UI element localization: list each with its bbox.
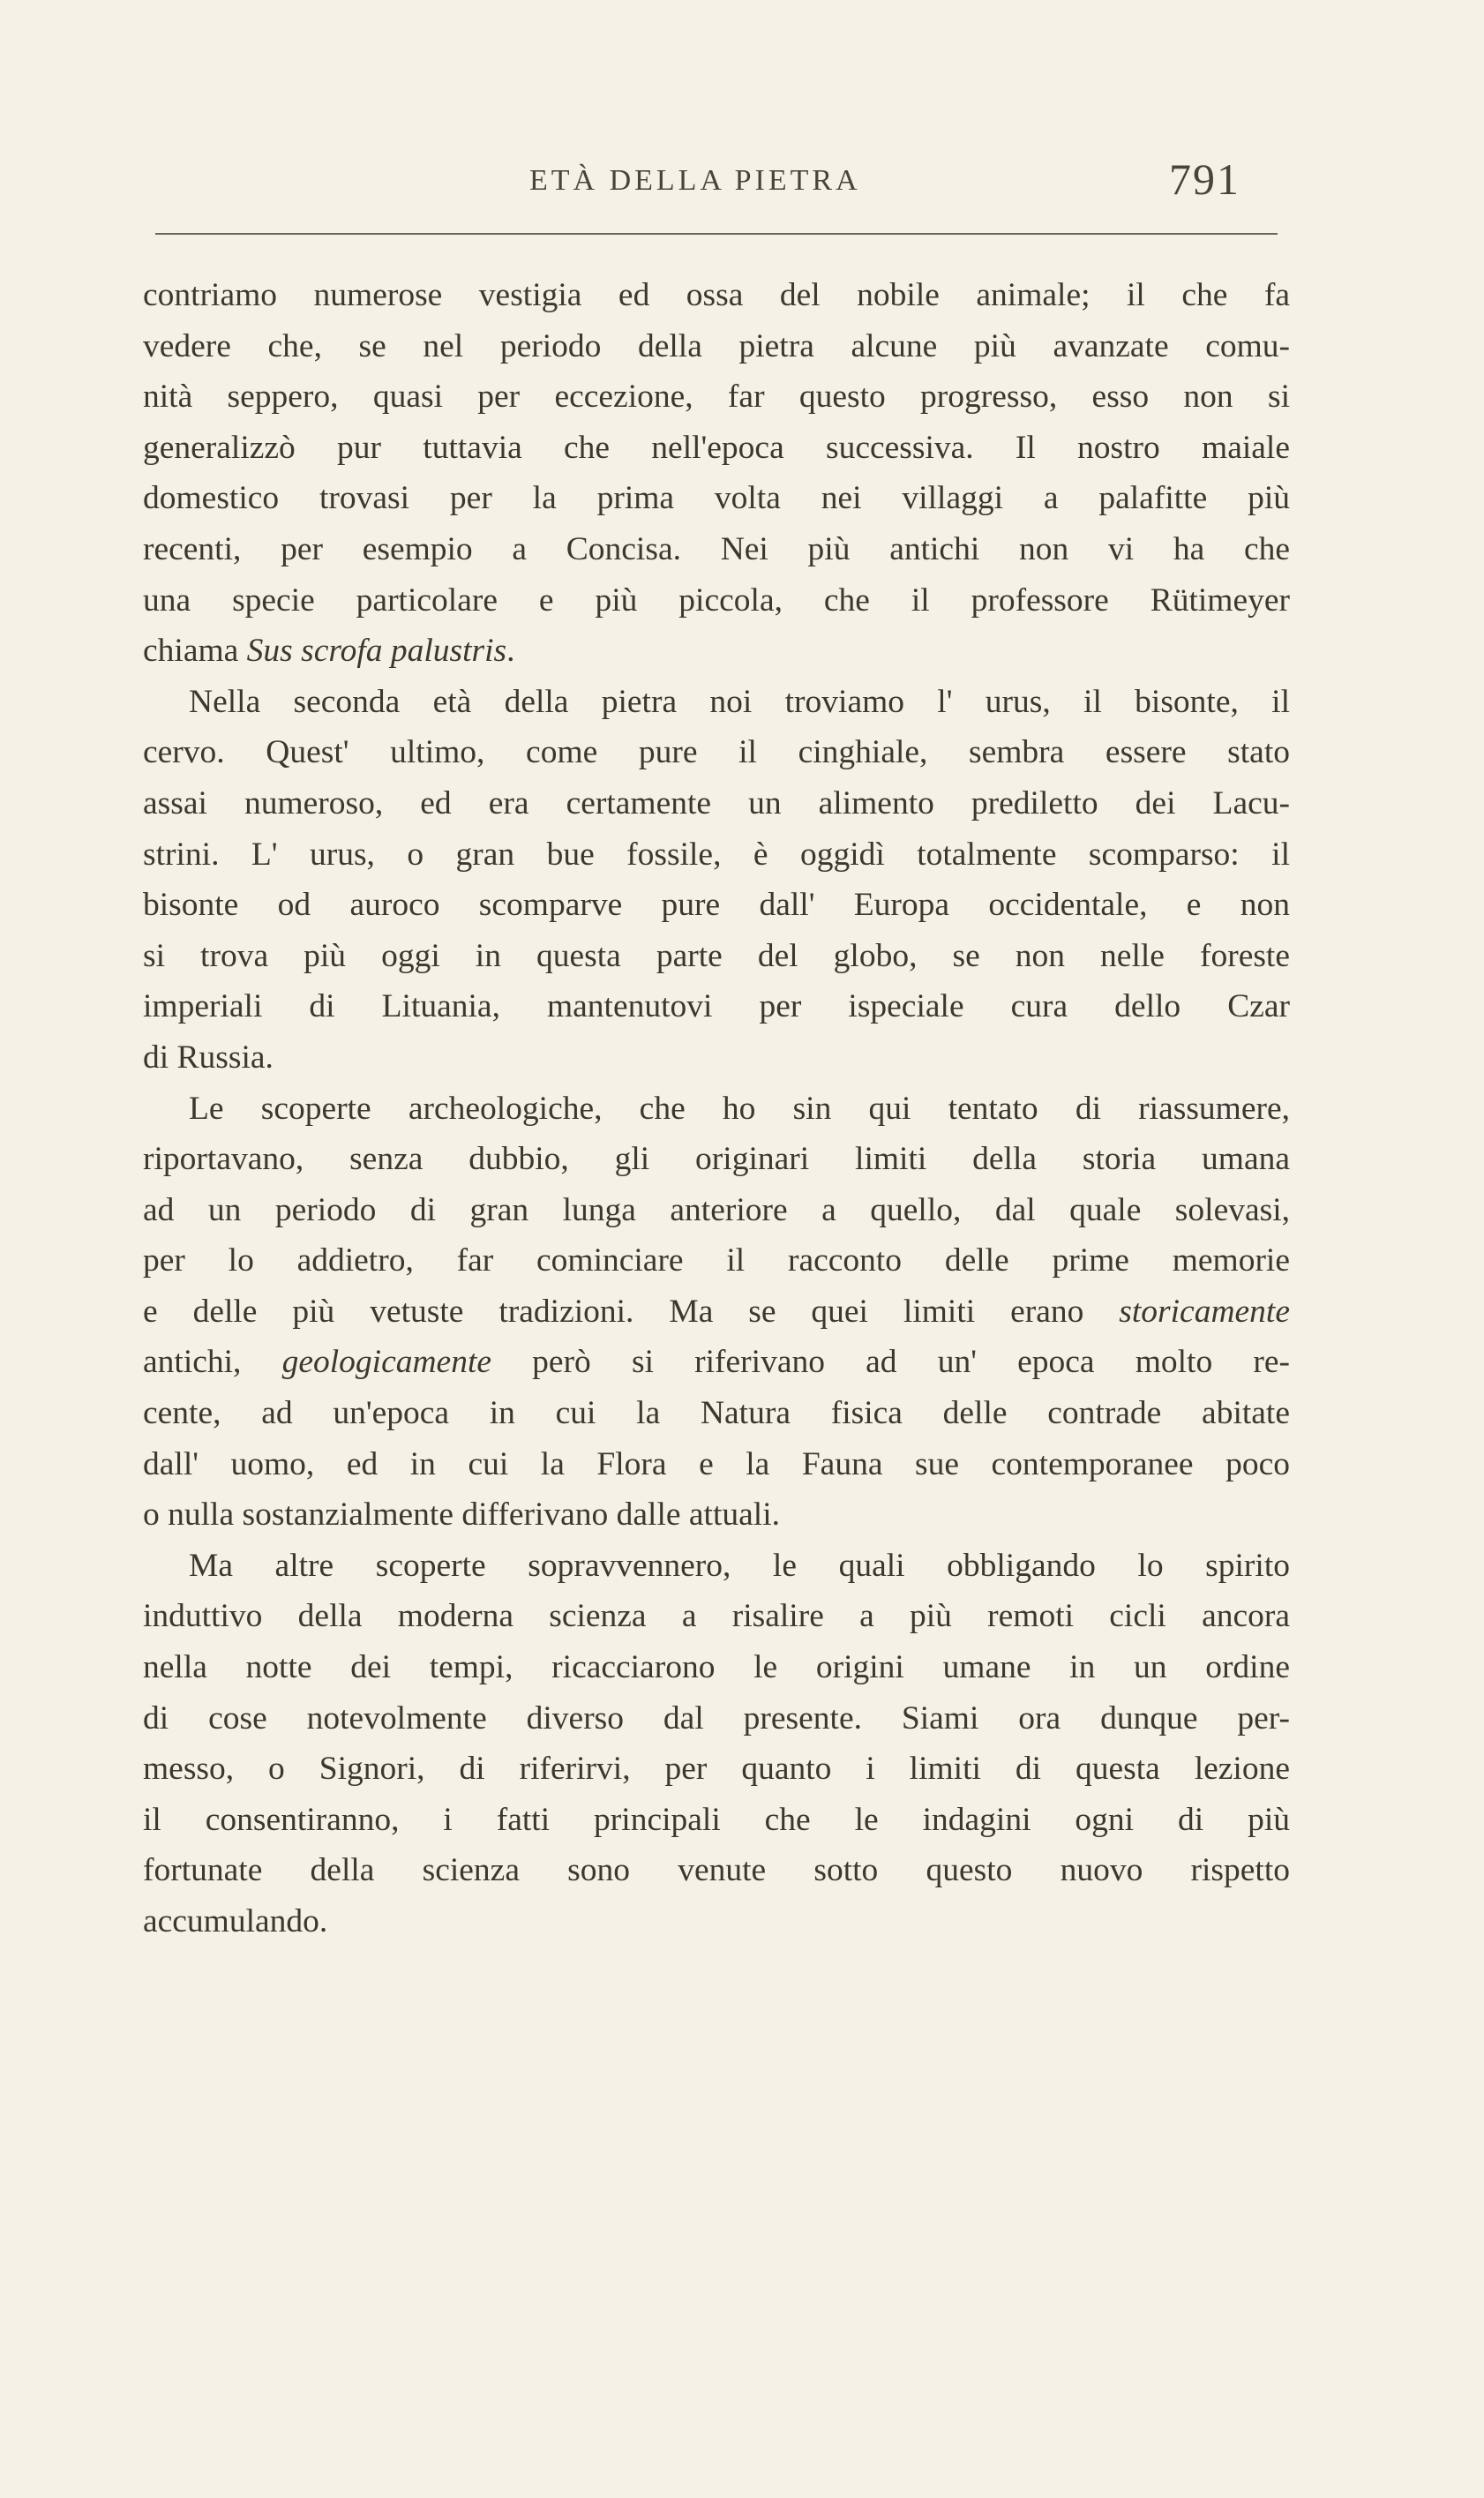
text-line: fortunate della scienza sono venute sotto questo nuovo rispetto [143,1852,1290,1889]
text-run: però si riferivano ad un' epoca molto re- [491,1344,1291,1381]
body-text [143,270,1290,1947]
text-line: vedere che, se nel periodo della pietra alcune più avanzate comu- [143,327,1290,364]
text-run: . [506,633,515,670]
text-line [143,1287,1290,1338]
text-line: accumulando. [143,1903,328,1939]
text-line: domestico trovasi per la prima volta nei villaggi a palafitte più [143,480,1290,517]
species-name: Sus scrofa palustris [246,633,507,670]
italic-word: storicamente [1119,1293,1290,1330]
text-line: generalizzò pur tuttavia che nell'epoca successiva. Il nostro maiale [143,429,1290,466]
text-line: di cose notevolmente diverso dal presente. Siami ora dunque per- [143,1699,1290,1737]
text-line: imperiali di Lituania, mantenutovi per ispeciale cura dello Czar [143,988,1290,1025]
text-line: nella notte dei tempi, ricacciarono le origini umane in un ordine [143,1649,1290,1686]
text-run: chiama [143,633,247,670]
text-line: riportavano, senza dubbio, gli originari limiti della storia umana [143,1141,1290,1178]
text-line: assai numeroso, ed era certamente un alimento prediletto dei Lacu- [143,784,1290,821]
text-line: di Russia. [143,1039,274,1076]
text-line: Nella seconda età della pietra noi troviamo l' urus, il bisonte, il [189,683,1290,720]
text-line: strini. L' urus, o gran bue fossile, è oggidì totalmente scomparso: il [143,836,1290,873]
text-line: contriamo numerose vestigia ed ossa del nobile animale; il che fa [143,277,1290,313]
text-line: Ma altre scoperte sopravvennero, le quali obbligando lo spirito [189,1547,1290,1584]
text-line: il consentiranno, i fatti principali che le indagini ogni di più [143,1801,1290,1838]
text-line: cervo. Quest' ultimo, come pure il cinghiale, sembra essere stato [143,734,1290,771]
text-line: per lo addietro, far cominciare il racconto delle prime memorie [143,1242,1290,1279]
text-line: una specie particolare e più piccola, che il professore Rütimeyer [143,581,1290,619]
text-line: dall' uomo, ed in cui la Flora e la Fauna sue contemporanee poco [143,1445,1290,1482]
text-run: antichi, [143,1344,282,1381]
text-line [143,626,1290,677]
header-rule [155,233,1278,235]
text-run: e delle più vetuste tradizioni. Ma se quei limiti erano [143,1293,1120,1330]
italic-word: geologicamente [281,1344,492,1381]
text-line: Le scoperte archeologiche, che ho sin qui tentato di riassumere, [189,1090,1290,1127]
text-line: induttivo della moderna scienza a risalire a più remoti cicli ancora [143,1598,1290,1635]
page-number: 791 [1169,154,1240,204]
text-line: messo, o Signori, di riferirvi, per quanto i limiti di questa lezione [143,1751,1290,1788]
text-line: si trova più oggi in questa parte del globo, se non nelle foreste [143,937,1290,974]
text-line: cente, ad un'epoca in cui la Natura fisica delle contrade abitate [143,1395,1290,1432]
running-title: ETÀ DELLA PIETRA [529,164,861,197]
text-line: o nulla sostanzialmente differivano dalle attuali. [143,1497,780,1534]
text-line: recenti, per esempio a Concisa. Nei più antichi non vi ha che [143,530,1290,567]
text-line: bisonte od auroco scomparve pure dall' Europa occidentale, e non [143,887,1290,924]
text-line: nità seppero, quasi per eccezione, far questo progresso, esso non si [143,379,1290,416]
text-line: ad un periodo di gran lunga anteriore a quello, dal quale solevasi, [143,1191,1290,1228]
text-line [143,1337,1290,1388]
